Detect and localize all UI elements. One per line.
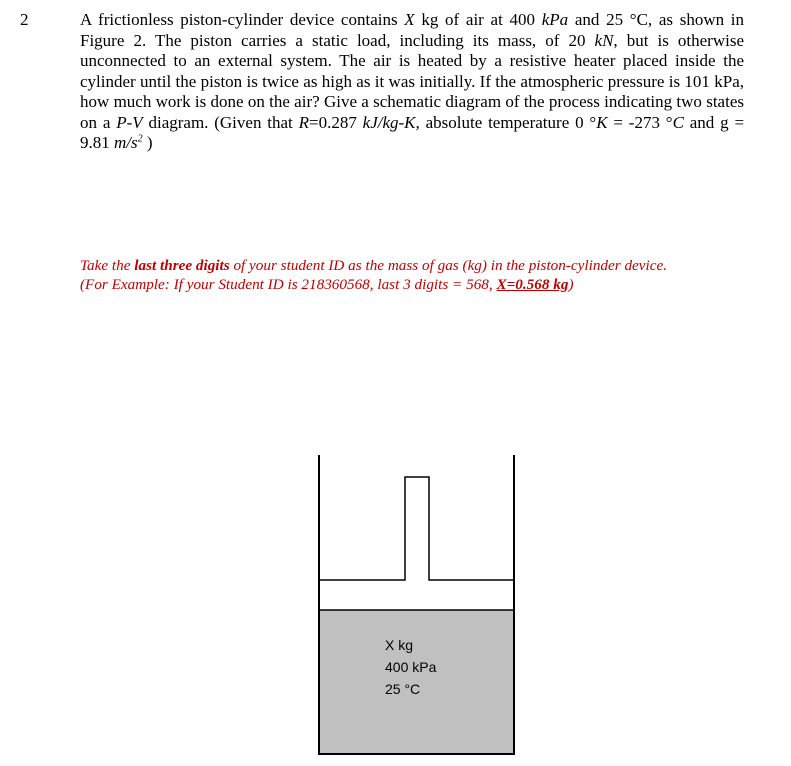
question-number: 2 bbox=[20, 10, 29, 29]
unit-kj: kJ/kg-K, bbox=[362, 112, 420, 132]
problem-text: kg of air at 400 bbox=[414, 10, 542, 29]
unit-kelvin: K bbox=[596, 112, 608, 132]
problem-text: and 25 °C, as shown in Figure 2. The piston carries a static load, including its mass, of 20 bbox=[80, 10, 745, 50]
gas-constant-symbol: R bbox=[298, 112, 309, 132]
problem-text: absolute temperature 0 ° bbox=[419, 112, 597, 132]
gas-mass-label: X kg bbox=[385, 637, 414, 653]
unit-kn: kN bbox=[594, 30, 614, 50]
unit-celsius: C bbox=[672, 112, 684, 132]
gas-pressure-label: 400 kPa bbox=[385, 659, 437, 675]
problem-text: A frictionless piston-cylinder device contains bbox=[80, 10, 405, 29]
piston bbox=[319, 477, 514, 610]
problem-text: =0.287 bbox=[308, 112, 363, 132]
problem-text: ) bbox=[142, 133, 153, 152]
mass-variable: X bbox=[404, 10, 415, 29]
note-text: of your student ID as the mass of gas (kg) in the piston-cylinder device. bbox=[229, 257, 668, 274]
note-text: (For Example: If your Student ID is 218360568, last 3 digits = 568, bbox=[80, 276, 497, 293]
note-text: ) bbox=[568, 276, 574, 293]
note-example: X=0.568 kg bbox=[496, 276, 569, 293]
unit-gravity: m/s bbox=[114, 133, 138, 152]
pv-term: P-V bbox=[116, 112, 143, 132]
gas-temperature-label: 25 °C bbox=[385, 681, 421, 697]
note-emphasis: last three digits bbox=[134, 257, 230, 274]
unit-exponent: 2 bbox=[137, 133, 143, 145]
problem-text: , but is otherwise unconnected to an external system. The air is heated by a resistive heater placed inside the cylinder until the piston is twice as high as it was initially. If the atmospheric pressure is 101 kPa, how much work is done on the air? Give a schematic diagram of the process indicating two states on a bbox=[80, 30, 745, 132]
unit-kpa: kPa bbox=[541, 10, 569, 29]
problem-text: = -273 ° bbox=[607, 112, 673, 132]
problem-text: and g = 9.81 bbox=[80, 112, 745, 152]
note-text: Take the bbox=[80, 257, 135, 274]
problem-text: diagram. (Given that bbox=[142, 112, 299, 132]
